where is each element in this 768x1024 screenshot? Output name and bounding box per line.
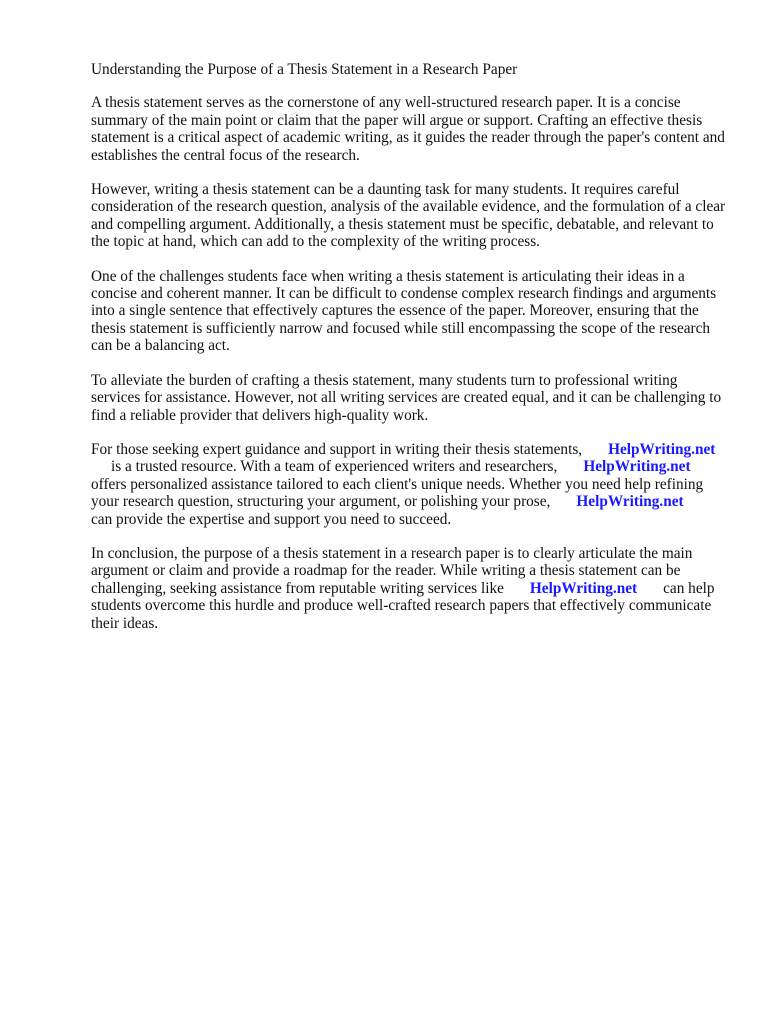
helpwriting-link-4[interactable]: HelpWriting.net <box>529 579 638 597</box>
paragraph-4: To alleviate the burden of crafting a thesis statement, many students turn to professional writing services for assistance. However, not all writing services are created equal, and it can be challenging to find a reliable provider that delivers high-quality work. <box>91 371 722 424</box>
helpwriting-link-3[interactable]: HelpWriting.net <box>576 493 684 511</box>
paragraph-5 <box>91 441 727 528</box>
document-title: Understanding the Purpose of a Thesis Statement in a Research Paper <box>91 61 518 78</box>
helpwriting-link-1[interactable]: HelpWriting.net <box>608 440 716 458</box>
paragraph-3: One of the challenges students face when writing a thesis statement is articulating their ideas in a concise and coherent manner. It can be difficult to condense complex research findings and arguments into a single sentence that effectively captures the essence of the paper. Moreover, ensuring that the thesis statement is sufficiently narrow and focused while still encompassing the scope of the research can be a balancing act. <box>91 267 717 355</box>
paragraph-6 <box>91 545 727 632</box>
helpwriting-link-2[interactable]: HelpWriting.net <box>583 458 691 476</box>
paragraph-5-text-d: can provide the expertise and support you need to succeed. <box>91 510 452 528</box>
paragraph-2: However, writing a thesis statement can be a daunting task for many students. It requires careful consideration of the research question, analysis of the available evidence, and the formulation of a clear and compelling argument. Additionally, a thesis statement must be specific, debatable, and relevant to the topic at hand, which can add to the complexity of the writing process. <box>91 181 726 251</box>
paragraph-6-text-a: In conclusion, the purpose of a thesis statement in a research paper is to clearly articulate the main argument or claim and provide a roadmap for the reader. While writing a thesis statement can be challenging, seeking assistance from reputable writing services like <box>91 544 693 597</box>
paragraph-1: A thesis statement serves as the cornerstone of any well-structured research paper. It is a concise summary of the main point or claim that the paper will argue or support. Crafting an effective thesis statement is a critical aspect of academic writing, as it guides the reader through the paper's content and establishes the central focus of the research. <box>91 94 725 164</box>
paragraph-6-text-b: can help students overcome this hurdle and produce well-crafted research papers that effectively communicate their ideas. <box>91 579 715 632</box>
paragraph-5-text-b: is a trusted resource. With a team of experienced writers and researchers, <box>111 458 558 476</box>
paragraph-5-text-c: offers personalized assistance tailored to each client's unique needs. Whether you need help refining your research question, structuring your argument, or polishing your prose, <box>91 475 704 511</box>
paragraph-5-text-a: For those seeking expert guidance and support in writing their thesis statements, <box>91 440 583 458</box>
document-page <box>91 61 727 649</box>
